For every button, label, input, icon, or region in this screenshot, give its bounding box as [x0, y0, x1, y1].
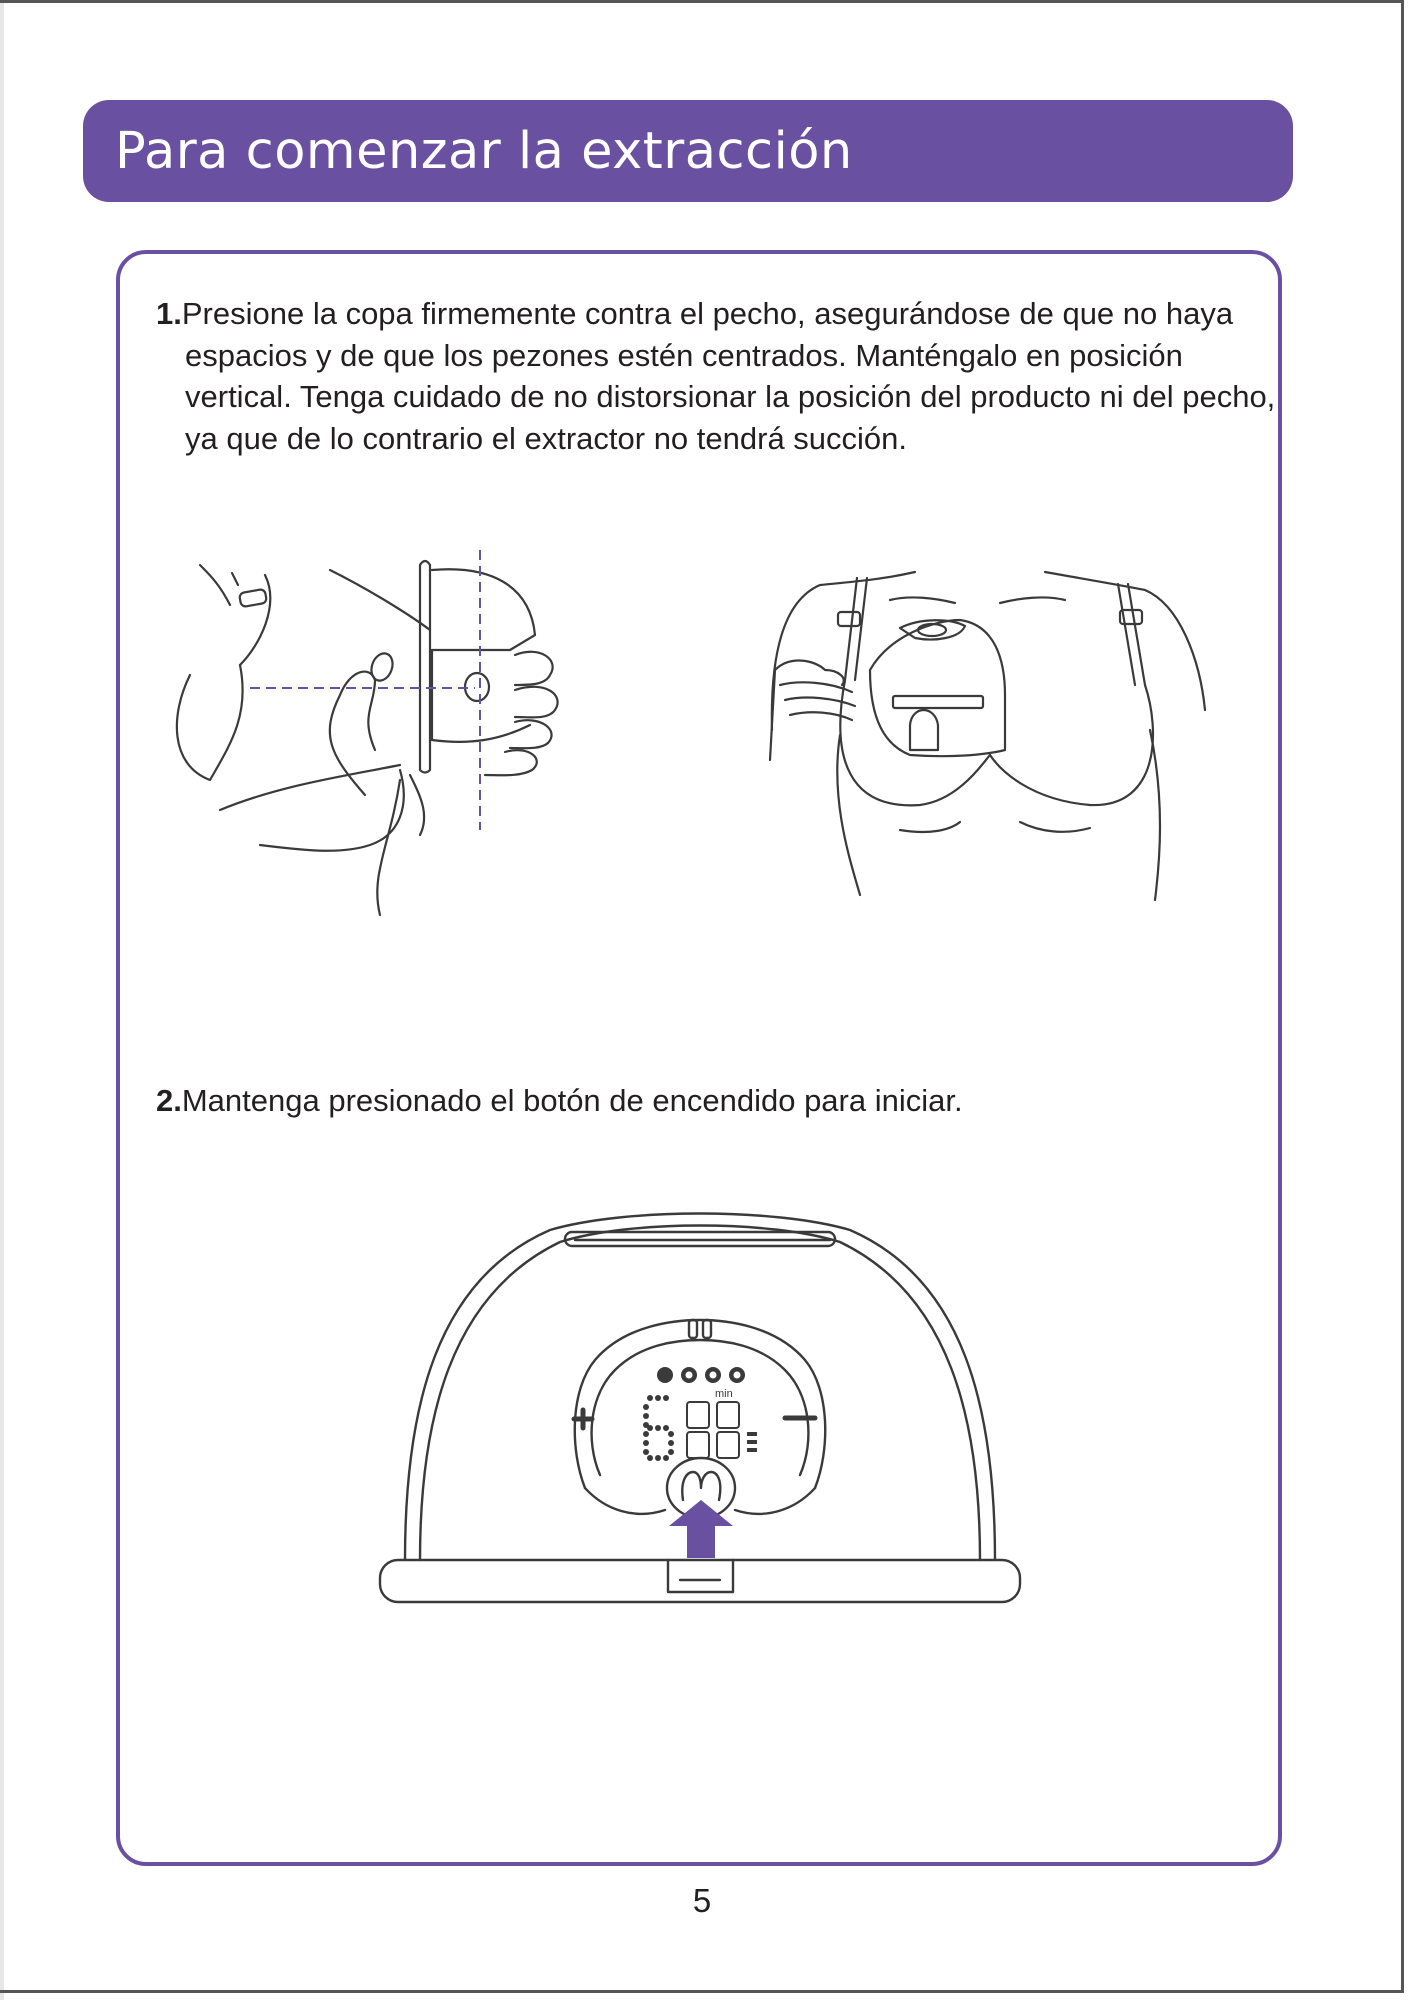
- pump-device-illustration: [375, 1210, 1025, 1610]
- step-2-number: 2.: [156, 1083, 182, 1118]
- section-title: Para comenzar la extracción: [115, 121, 853, 181]
- instructions-box: [116, 250, 1282, 1866]
- front-view-illustration: [760, 560, 1220, 910]
- step-2: [156, 1080, 1256, 1122]
- step-2-text: Mantenga presionado el botón de encendido para iniciar.: [181, 1083, 963, 1118]
- timer-unit-label: min: [715, 1388, 733, 1400]
- side-view-illustration: [170, 545, 590, 925]
- section-header: [83, 100, 1293, 202]
- step-1: [156, 293, 1285, 459]
- page-number: 5: [692, 1882, 712, 1919]
- step-1-text: Presione la copa firmemente contra el pecho, asegurándose de que no haya espacios y de que los pezones estén centrados. Manténgalo en posición vertical. Tenga cuidado de no distorsionar la posición del producto ni del pecho, ya que de lo contrario el extractor no tendrá succión.: [181, 296, 1276, 456]
- step-1-number: 1.: [156, 296, 182, 331]
